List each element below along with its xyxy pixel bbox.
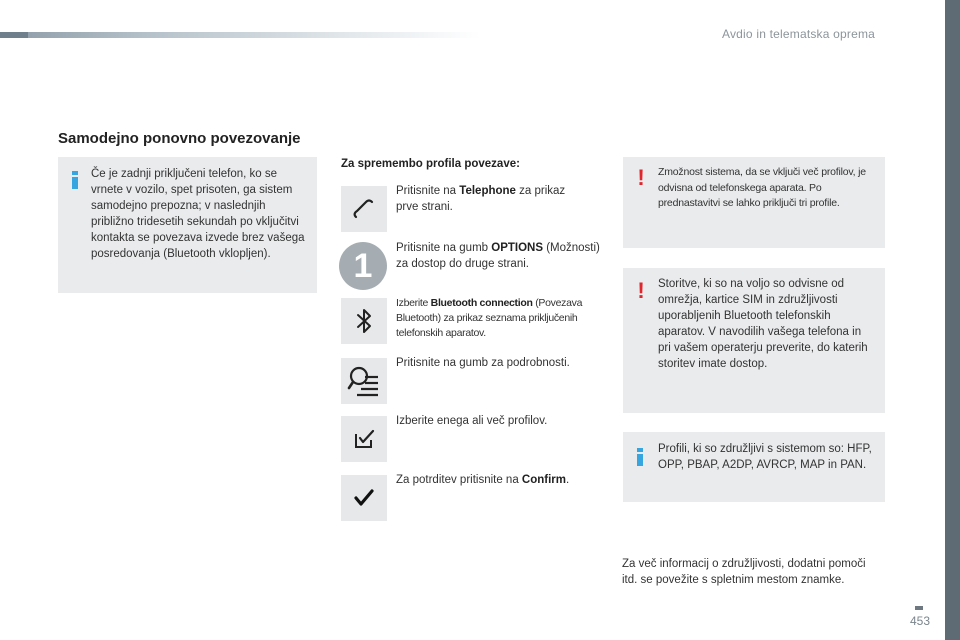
warning-box-services	[623, 268, 885, 413]
step-5-text: Izberite enega ali več profilov.	[396, 415, 548, 427]
info-icon	[637, 448, 644, 466]
warning-icon: !	[637, 165, 645, 190]
footer-note: Za več informacij o združljivosti, dodatni pomoči itd. se povežite s spletnim mestom znamke.	[622, 558, 866, 586]
step-4-text: Pritisnite na gumb za podrobnosti.	[396, 357, 570, 369]
step-phone	[341, 186, 387, 232]
step-6-text: Za potrditev pritisnite na Confirm.	[396, 474, 570, 486]
warning-box-profiles	[623, 157, 885, 248]
header-bar-accent	[0, 32, 28, 38]
info-box-compatible-profiles	[623, 432, 885, 502]
step-checkbox	[341, 416, 387, 462]
step-number-badge: 1	[339, 242, 387, 290]
checkmark-icon	[353, 488, 375, 508]
info-box-text: Če je zadnji priključeni telefon, ko se vrnete v vozilo, spet prisoten, ga sistem samodejno prepozna; v naslednjih približno tridesetih sekundah po vključitvi kontakta se povezava izvede brez vašega posredovanja (Bluetooth vklopljen).	[91, 168, 305, 260]
profile-change-heading: Za spremembo profila povezave:	[341, 158, 520, 170]
warning-box-services-text: Storitve, ki so na voljo so odvisne od omrežja, kartice SIM in združljivosti uporabljenih Bluetooth telefonskih aparatov. V navodilih vašega telefona in pri vašem operaterju preverite, do katerih storitev imate dostop.	[658, 278, 868, 370]
details-magnifier-icon	[347, 364, 381, 398]
step-2-text: Pritisnite na gumb OPTIONS (Možnosti) za dostop do druge strani.	[396, 242, 600, 270]
info-box-reconnect	[58, 157, 317, 293]
page-marker	[915, 606, 923, 610]
step-1-text: Pritisnite na Telephone za prikaz prve strani.	[396, 185, 566, 213]
section-title: Samodejno ponovno povezovanje	[58, 130, 301, 147]
step-details	[341, 358, 387, 404]
warning-box-profiles-text: Zmožnost sistema, da se vključi več profilov, je odvisna od telefonskega aparata. Po prednastavitvi se lahko priključi tri profile.	[658, 166, 866, 209]
chapter-title: Avdio in telematska oprema	[722, 27, 876, 41]
bluetooth-icon	[352, 306, 376, 336]
page-number: 453	[910, 614, 931, 628]
page-edge-strip	[945, 0, 960, 640]
info-box-compatible-text: Profili, ki so združljivi s sistemom so: HFP, OPP, PBAP, A2DP, AVRCP, MAP in PAN.	[658, 443, 872, 471]
step-3-text: Izberite Bluetooth connection (Povezava Bluetooth) za prikaz seznama priključenih telefonskih aparatov.	[396, 297, 583, 339]
phone-handset-icon	[350, 195, 378, 223]
header-gradient-bar	[0, 32, 480, 38]
step-confirm	[341, 475, 387, 521]
checkbox-icon	[352, 428, 376, 450]
warning-icon: !	[637, 278, 645, 303]
info-icon	[72, 171, 79, 189]
step-bluetooth	[341, 298, 387, 344]
